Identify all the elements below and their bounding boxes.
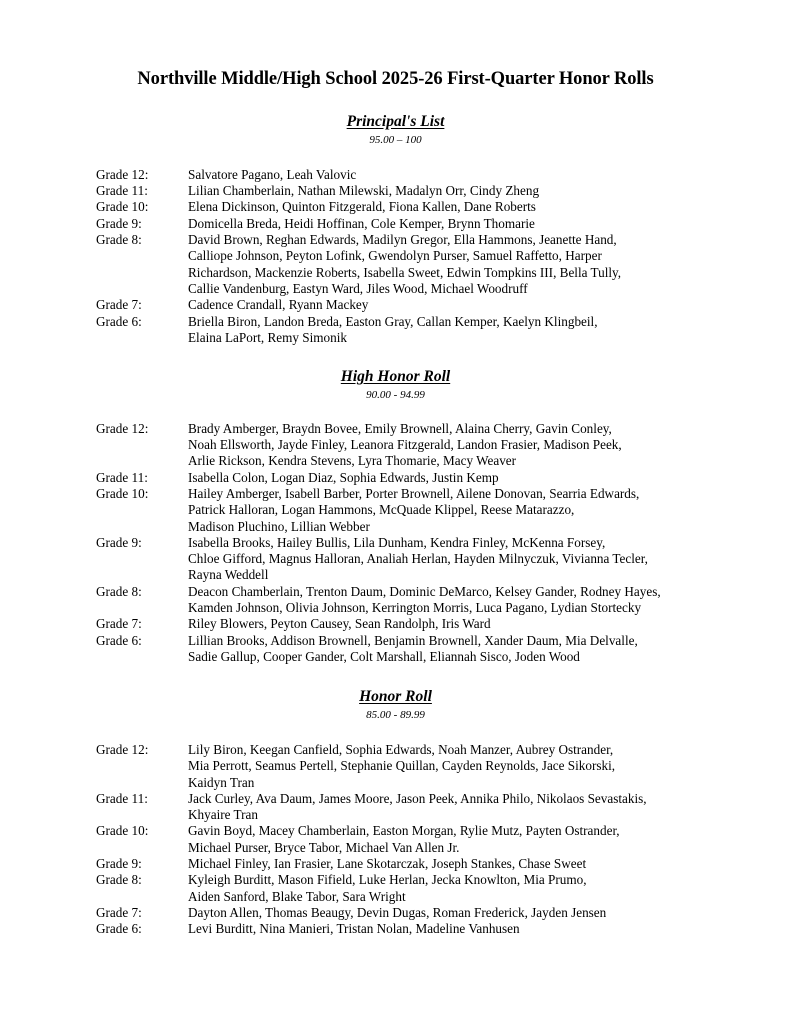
grade-label: Grade 8: [96,232,142,248]
student-name-line: Rayna Weddell [188,567,269,583]
student-name-list [188,167,791,183]
section-score-range: 85.00 - 89.99 [366,708,425,721]
grade-entry-row [0,823,791,856]
student-name-line: David Brown, Reghan Edwards, Madilyn Gregor, Ella Hammons, Jeanette Hand, [188,232,617,248]
student-name-line: Kaidyn Tran [188,774,255,790]
student-name-line: Elaina LaPort, Remy Simonik [188,329,347,345]
student-name-list [188,535,791,584]
student-name-list [188,486,791,535]
grade-entry-row [0,314,791,347]
student-name-line: Lily Biron, Keegan Canfield, Sophia Edwards, Noah Manzer, Aubrey Ostrander, [188,741,614,757]
student-name-line: Arlie Rickson, Kendra Stevens, Lyra Thomarie, Macy Weaver [188,453,517,469]
student-name-line: Isabella Colon, Logan Diaz, Sophia Edwards, Justin Kemp [188,469,499,485]
student-name-list [188,421,791,470]
grade-label: Grade 9: [96,534,142,550]
student-name-line: Chloe Gifford, Magnus Halloran, Analiah Herlan, Hayden Milnyczuk, Vivianna Tecler, [188,551,648,567]
student-name-list [188,183,791,199]
student-name-list [188,314,791,347]
student-name-list [188,921,791,937]
grade-label: Grade 7: [96,297,142,313]
grade-label: Grade 6: [96,632,142,648]
student-name-list [188,872,791,905]
student-name-line: Calliope Johnson, Peyton Lofink, Gwendolyn Purser, Samuel Raffetto, Harper [188,248,602,264]
grade-entry-row [0,199,791,215]
student-name-line: Aiden Sanford, Blake Tabor, Sara Wright [188,888,406,904]
grade-label: Grade 10: [96,485,149,501]
section-title: Honor Roll [359,688,432,706]
grade-entry-row [0,616,791,632]
grade-entry-row [0,486,791,535]
student-name-list [188,823,791,856]
page-title: Northville Middle/High School 2025-26 First-Quarter Honor Rolls [137,69,654,89]
section-header [0,346,791,386]
grade-label: Grade 7: [96,616,142,632]
grade-entry-row [0,742,791,791]
student-name-line: Sadie Gallup, Cooper Gander, Colt Marshall, Eliannah Sisco, Joden Wood [188,648,580,664]
student-name-line: Isabella Brooks, Hailey Bullis, Lila Dunham, Kendra Finley, McKenna Forsey, [188,534,606,550]
grade-label: Grade 11: [96,183,148,199]
student-name-line: Mia Perrott, Seamus Pertell, Stephanie Quillan, Cayden Reynolds, Jace Sikorski, [188,758,616,774]
grade-label: Grade 10: [96,199,149,215]
student-name-line: Khyaire Tran [188,807,258,823]
grade-entry-row [0,633,791,666]
student-name-line: Patrick Halloran, Logan Hammons, McQuade Klippel, Reese Matarazzo, [188,502,575,518]
student-name-list [188,633,791,666]
grade-entry-list [0,402,791,665]
student-name-list [188,905,791,921]
section-header [0,665,791,706]
grade-label: Grade 9: [96,856,142,871]
student-name-line: Madison Pluchino, Lillian Webber [188,518,370,534]
grade-entry-list [0,722,791,938]
student-name-line: Cadence Crandall, Ryann Mackey [188,297,369,313]
section-header [0,90,791,131]
section-title: High Honor Roll [340,368,451,386]
student-name-list [188,742,791,791]
grade-label: Grade 10: [96,823,149,839]
section-score-range: 90.00 - 94.99 [366,388,425,401]
grade-entry-row [0,232,791,297]
grade-entry-row [0,216,791,232]
grade-entry-row [0,921,791,937]
grade-label: Grade 11: [96,790,148,806]
grade-entry-list [0,147,791,346]
grade-label: Grade 6: [96,921,142,937]
student-name-line: Deacon Chamberlain, Trenton Daum, Dominic DeMarco, Kelsey Gander, Rodney Hayes, [188,583,661,599]
grade-entry-row [0,856,791,872]
student-name-list [188,216,791,232]
student-name-list [188,616,791,632]
grade-entry-row [0,183,791,199]
student-name-line: Lillian Brooks, Addison Brownell, Benjamin Brownell, Xander Daum, Mia Delvalle, [188,632,638,648]
student-name-line: Riley Blowers, Peyton Causey, Sean Randolph, Iris Ward [188,616,491,632]
student-name-list [188,470,791,486]
student-name-line: Dayton Allen, Thomas Beaugy, Devin Dugas, Roman Frederick, Jayden Jensen [188,904,607,920]
student-name-line: Gavin Boyd, Macey Chamberlain, Easton Morgan, Rylie Mutz, Payten Ostrander, [188,823,620,839]
student-name-line: Brady Amberger, Braydn Bovee, Emily Brownell, Alaina Cherry, Gavin Conley, [188,420,612,436]
grade-label: Grade 12: [96,741,149,757]
grade-entry-row [0,905,791,921]
student-name-line: Jack Curley, Ava Daum, James Moore, Jason Peek, Annika Philo, Nikolaos Sevastakis, [188,790,647,806]
grade-label: Grade 7: [96,904,142,920]
grade-entry-row [0,297,791,313]
student-name-list [188,199,791,215]
student-name-line: Michael Purser, Bryce Tabor, Michael Van Allen Jr. [188,839,460,855]
grade-label: Grade 12: [96,166,149,182]
student-name-line: Callie Vandenburg, Eastyn Ward, Jiles Wood, Michael Woodruff [188,280,528,296]
grade-label: Grade 6: [96,313,142,329]
grade-entry-row [0,167,791,183]
student-name-line: Michael Finley, Ian Frasier, Lane Skotarczak, Joseph Stankes, Chase Sweet [188,856,587,871]
grade-label: Grade 8: [96,583,142,599]
student-name-line: Briella Biron, Landon Breda, Easton Gray, Callan Kemper, Kaelyn Klingbeil, [188,313,598,329]
student-name-line: Levi Burditt, Nina Manieri, Tristan Nolan, Madeline Vanhusen [188,921,520,937]
student-name-line: Domicella Breda, Heidi Hoffinan, Cole Kemper, Brynn Thomarie [188,215,535,231]
student-name-list [188,297,791,313]
student-name-line: Richardson, Mackenzie Roberts, Isabella Sweet, Edwin Tompkins III, Bella Tully, [188,264,622,280]
student-name-list [188,584,791,617]
student-name-line: Salvatore Pagano, Leah Valovic [188,166,357,182]
student-name-line: Kamden Johnson, Olivia Johnson, Kerrington Morris, Luca Pagano, Lydian Stortecky [188,600,642,616]
grade-label: Grade 12: [96,420,149,436]
grade-entry-row [0,470,791,486]
grade-label: Grade 9: [96,215,142,231]
section-title: Principal's List [346,113,445,131]
student-name-line: Hailey Amberger, Isabell Barber, Porter Brownell, Ailene Donovan, Searria Edwards, [188,485,640,501]
student-name-list [188,791,791,824]
grade-entry-row [0,584,791,617]
grade-label: Grade 11: [96,469,148,485]
grade-entry-row [0,791,791,824]
grade-entry-row [0,872,791,905]
student-name-line: Noah Ellsworth, Jayde Finley, Leanora Fitzgerald, Landon Frasier, Madison Peek, [188,437,622,453]
grade-entry-row [0,421,791,470]
student-name-list [188,232,791,297]
section-honor-roll [0,665,791,937]
student-name-line: Elena Dickinson, Quinton Fitzgerald, Fiona Kallen, Dane Roberts [188,199,536,215]
student-name-line: Kyleigh Burditt, Mason Fifield, Luke Herlan, Jecka Knowlton, Mia Prumo, [188,872,587,888]
grade-label: Grade 8: [96,872,142,888]
student-name-line: Lilian Chamberlain, Nathan Milewski, Madalyn Orr, Cindy Zheng [188,183,540,199]
section-high-honor-roll [0,346,791,665]
grade-entry-row [0,535,791,584]
section-score-range: 95.00 – 100 [369,133,422,146]
section-principals-list [0,90,791,346]
student-name-list [188,856,791,872]
